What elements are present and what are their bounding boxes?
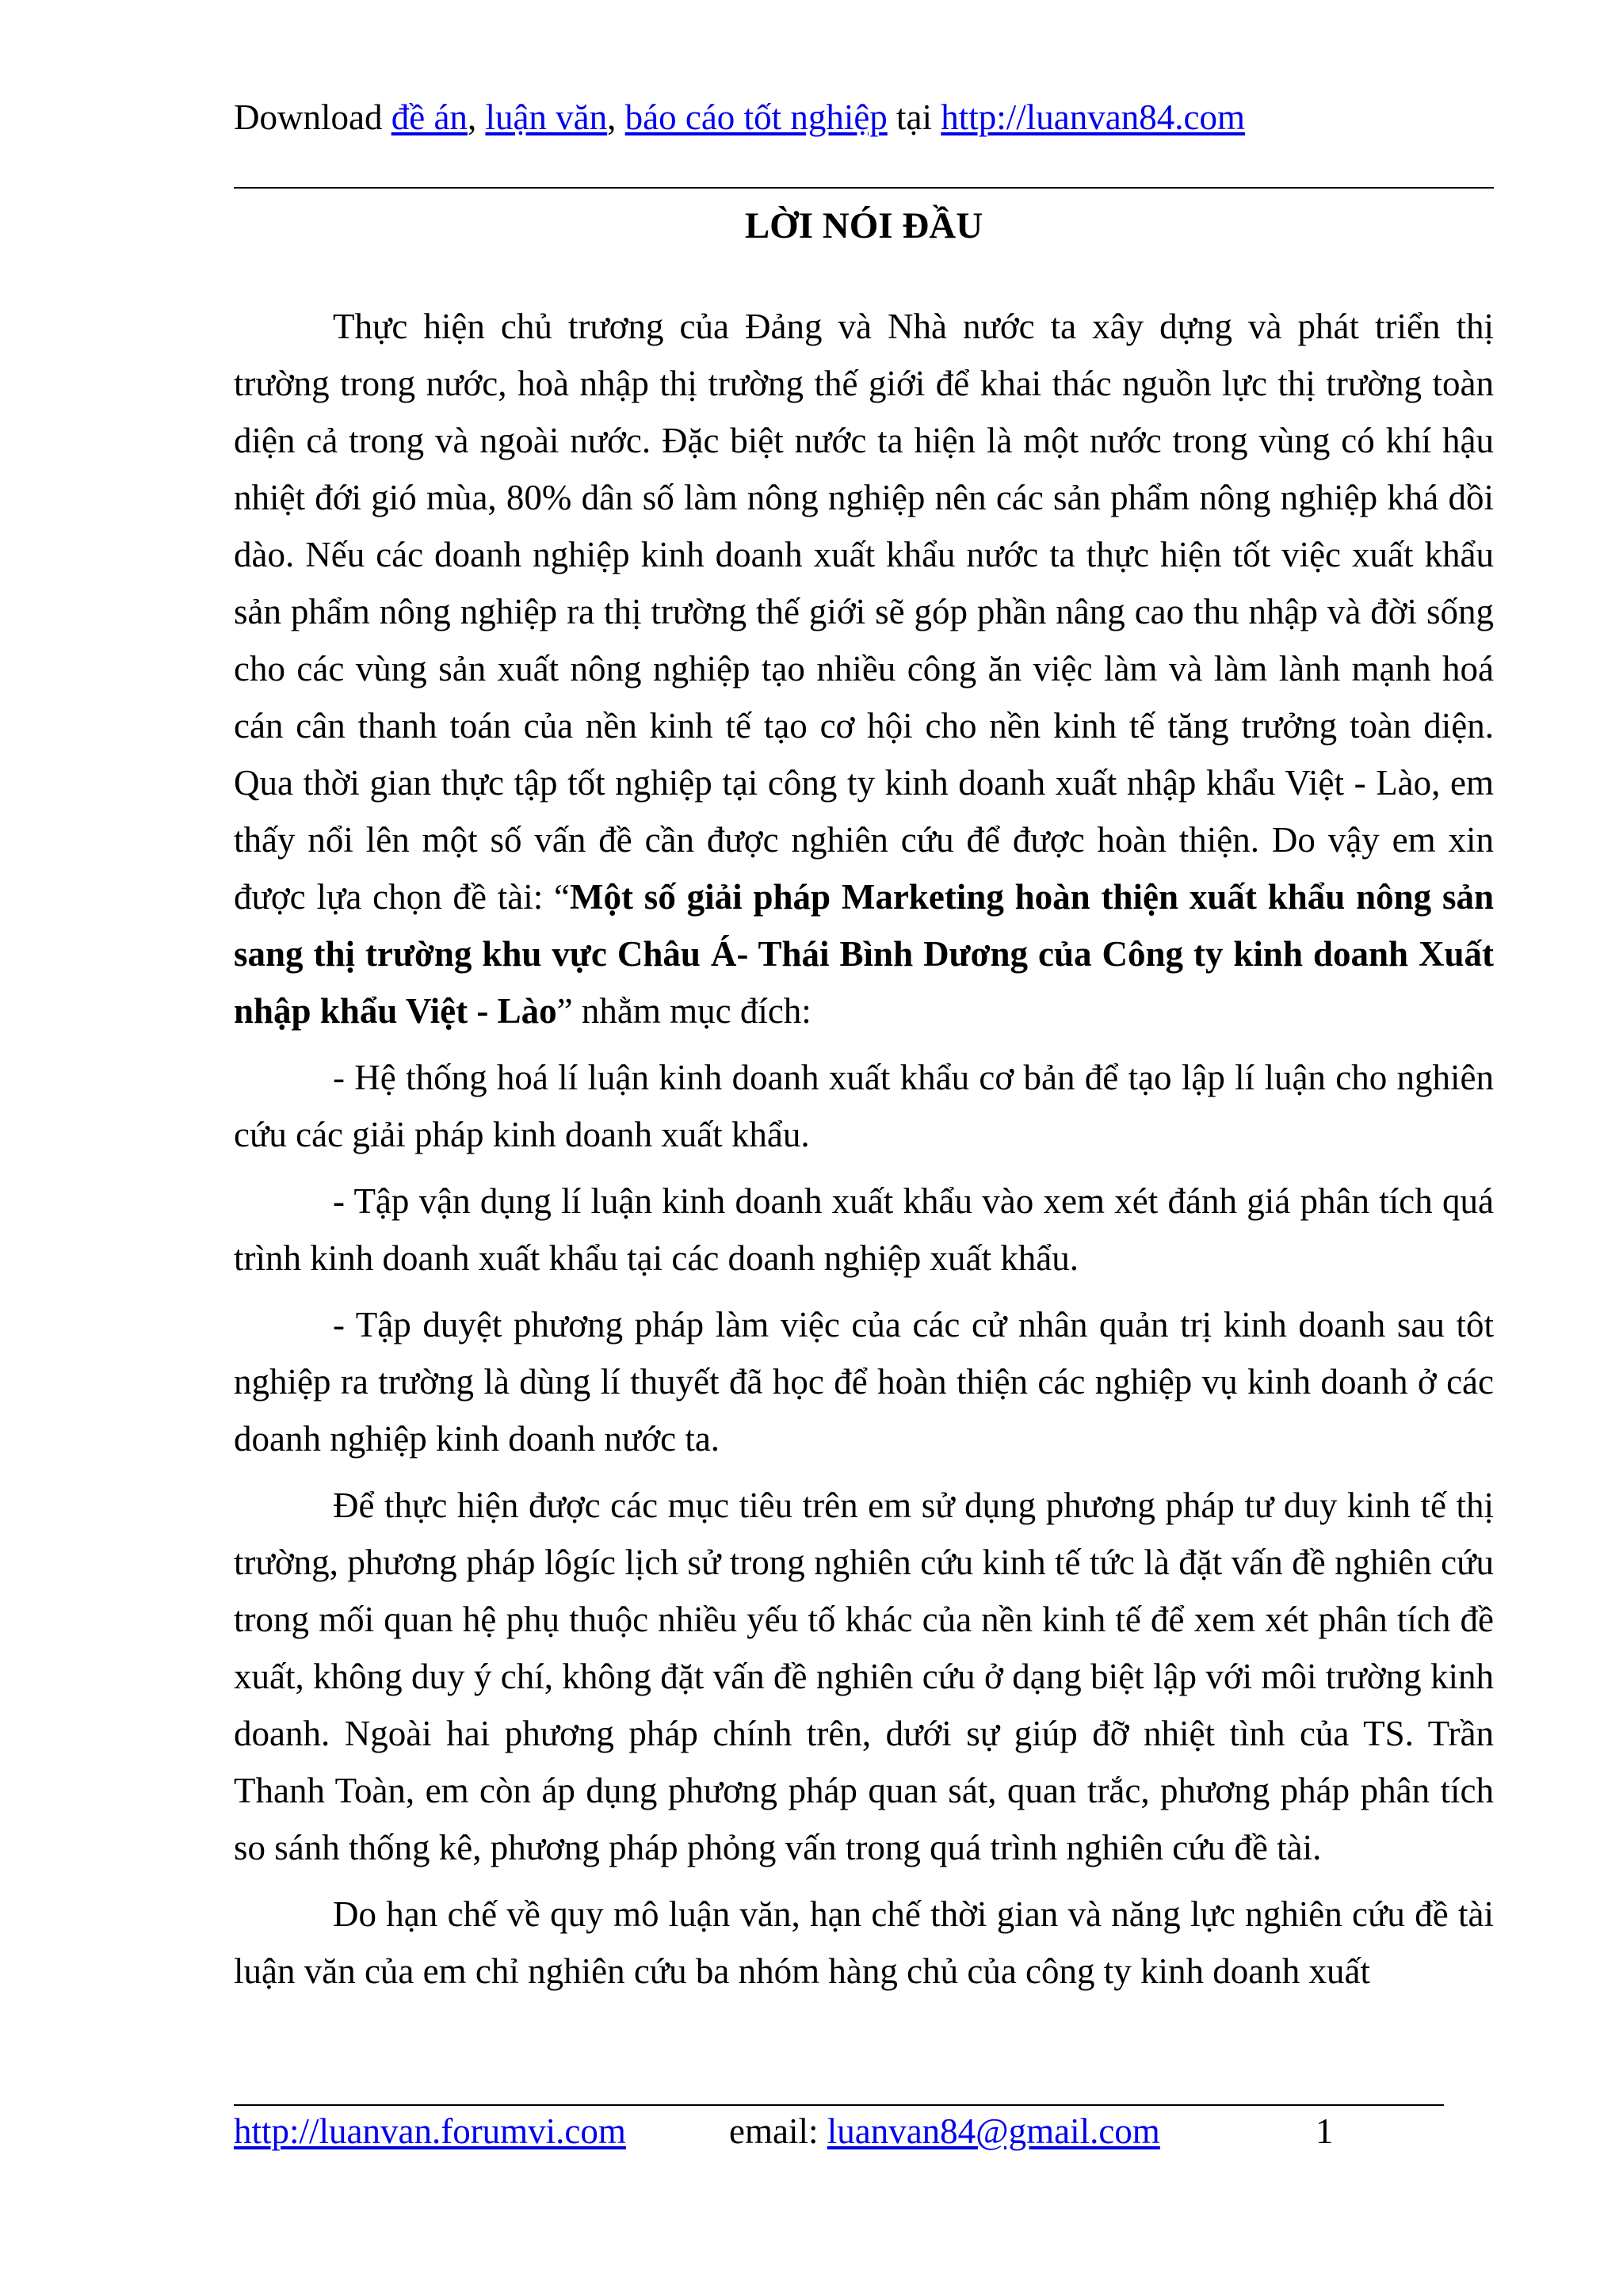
footer-site-link[interactable]: http://luanvan.forumvi.com: [234, 2111, 626, 2151]
download-header: [234, 93, 1245, 141]
header-separator-1: ,: [467, 97, 486, 137]
link-bao-cao-tot-nghiep[interactable]: báo cáo tốt nghiệp: [624, 97, 888, 137]
paragraph-intro-tail: ” nhằm mục đích:: [556, 991, 812, 1031]
footer-divider: [234, 2104, 1444, 2106]
paragraph-intro-text: Thực hiện chủ trương của Đảng và Nhà nước ta xây dựng và phát triển thị trường trong nước, hoà nhập thị trường thế giới để khai thác nguồn lực thị trường toàn diện cả trong và ngoài nước. Đặc biệt nước ta hiện là một nước trong vùng có khí hậu nhiệt đới gió mùa, 80% dân số làm nông nghiệp nên các sản phẩm nông nghiệp khá dồi dào. Nếu các doanh nghiệp kinh doanh xuất khẩu nước ta thực hiện tốt việc xuất khẩu sản phẩm nông nghiệp ra thị trường thế giới sẽ góp phần nâng cao thu nhập và đời sống cho các vùng sản xuất nông nghiệp tạo nhiều công ăn việc làm và làm lành mạnh hoá cán cân thanh toán của nền kinh tế tạo cơ hội cho nền kinh tế tăng trưởng toàn diện. Qua thời gian thực tập tốt nghiệp tại công ty kinh doanh xuất nhập khẩu Việt - Lào, em thấy nổi lên một số vấn đề cần được nghiên cứu để được hoàn thiện. Do vậy em xin được lựa chọn đề tài: “: [234, 307, 1494, 917]
header-mid-text: tại: [887, 97, 941, 137]
page-title: LỜI NÓI ĐẦU: [744, 205, 983, 246]
footer-email-label: email:: [729, 2111, 827, 2151]
header-separator-2: ,: [607, 97, 625, 137]
page-footer: [234, 2107, 1343, 2155]
footer-email-link[interactable]: luanvan84@gmail.com: [827, 2111, 1160, 2151]
document-body: [234, 298, 1494, 2000]
paragraph-methods: Để thực hiện được các mục tiêu trên em sử dụng phương pháp tư duy kinh tế thị trường, phương pháp lôgíc lịch sử trong nghiên cứu kinh tế tức là đặt vấn đề nghiên cứu trong mối quan hệ phụ thuộc nhiều yếu tố khác của nền kinh tế để xem xét phân tích đề xuất, không duy ý chí, không đặt vấn đề nghiên cứu ở dạng biệt lập với môi trường kinh doanh. Ngoài hai phương pháp chính trên, dưới sự giúp đỡ nhiệt tình của TS. Trần Thanh Toàn, em còn áp dụng phương pháp quan sát, quan trắc, phương pháp phân tích so sánh thống kê, phương pháp phỏng vấn trong quá trình nghiên cứu đề tài.: [234, 1486, 1494, 1867]
paragraph-scope: Do hạn chế về quy mô luận văn, hạn chế thời gian và năng lực nghiên cứu đề tài luận văn của em chỉ nghiên cứu ba nhóm hàng chủ của công ty kinh doanh xuất: [234, 1894, 1494, 1991]
paragraph-goal-3: - Tập duyệt phương pháp làm việc của các cử nhân quản trị kinh doanh sau tôt nghiệp ra trường là dùng lí thuyết đã học để hoàn thiện các nghiệp vụ kinh doanh ở các doanh nghiệp kinh doanh nước ta.: [234, 1305, 1494, 1459]
page-number: 1: [1316, 2111, 1334, 2151]
paragraph-intro: [234, 298, 1494, 1039]
link-de-an[interactable]: đề án: [391, 97, 468, 137]
link-luanvan84[interactable]: http://luanvan84.com: [941, 97, 1245, 137]
header-divider: [234, 187, 1494, 189]
header-prefix: Download: [234, 97, 391, 137]
link-luan-van[interactable]: luận văn: [485, 97, 608, 137]
paragraph-goal-1: - Hệ thống hoá lí luận kinh doanh xuất khẩu cơ bản để tạo lập lí luận cho nghiên cứu các giải pháp kinh doanh xuất khẩu.: [234, 1058, 1494, 1154]
thesis-topic-bold: Một số giải pháp Marketing hoàn thiện xuất khẩu nông sản sang thị trường khu vực Châu Á- Thái Bình Dương của Công ty kinh doanh Xuất nhập khẩu Việt - Lào: [234, 877, 1494, 1031]
footer-email-block: [729, 2107, 1160, 2155]
paragraph-goal-2: - Tập vận dụng lí luận kinh doanh xuất khẩu vào xem xét đánh giá phân tích quá trình kinh doanh xuất khẩu tại các doanh nghiệp xuất khẩu.: [234, 1181, 1494, 1278]
